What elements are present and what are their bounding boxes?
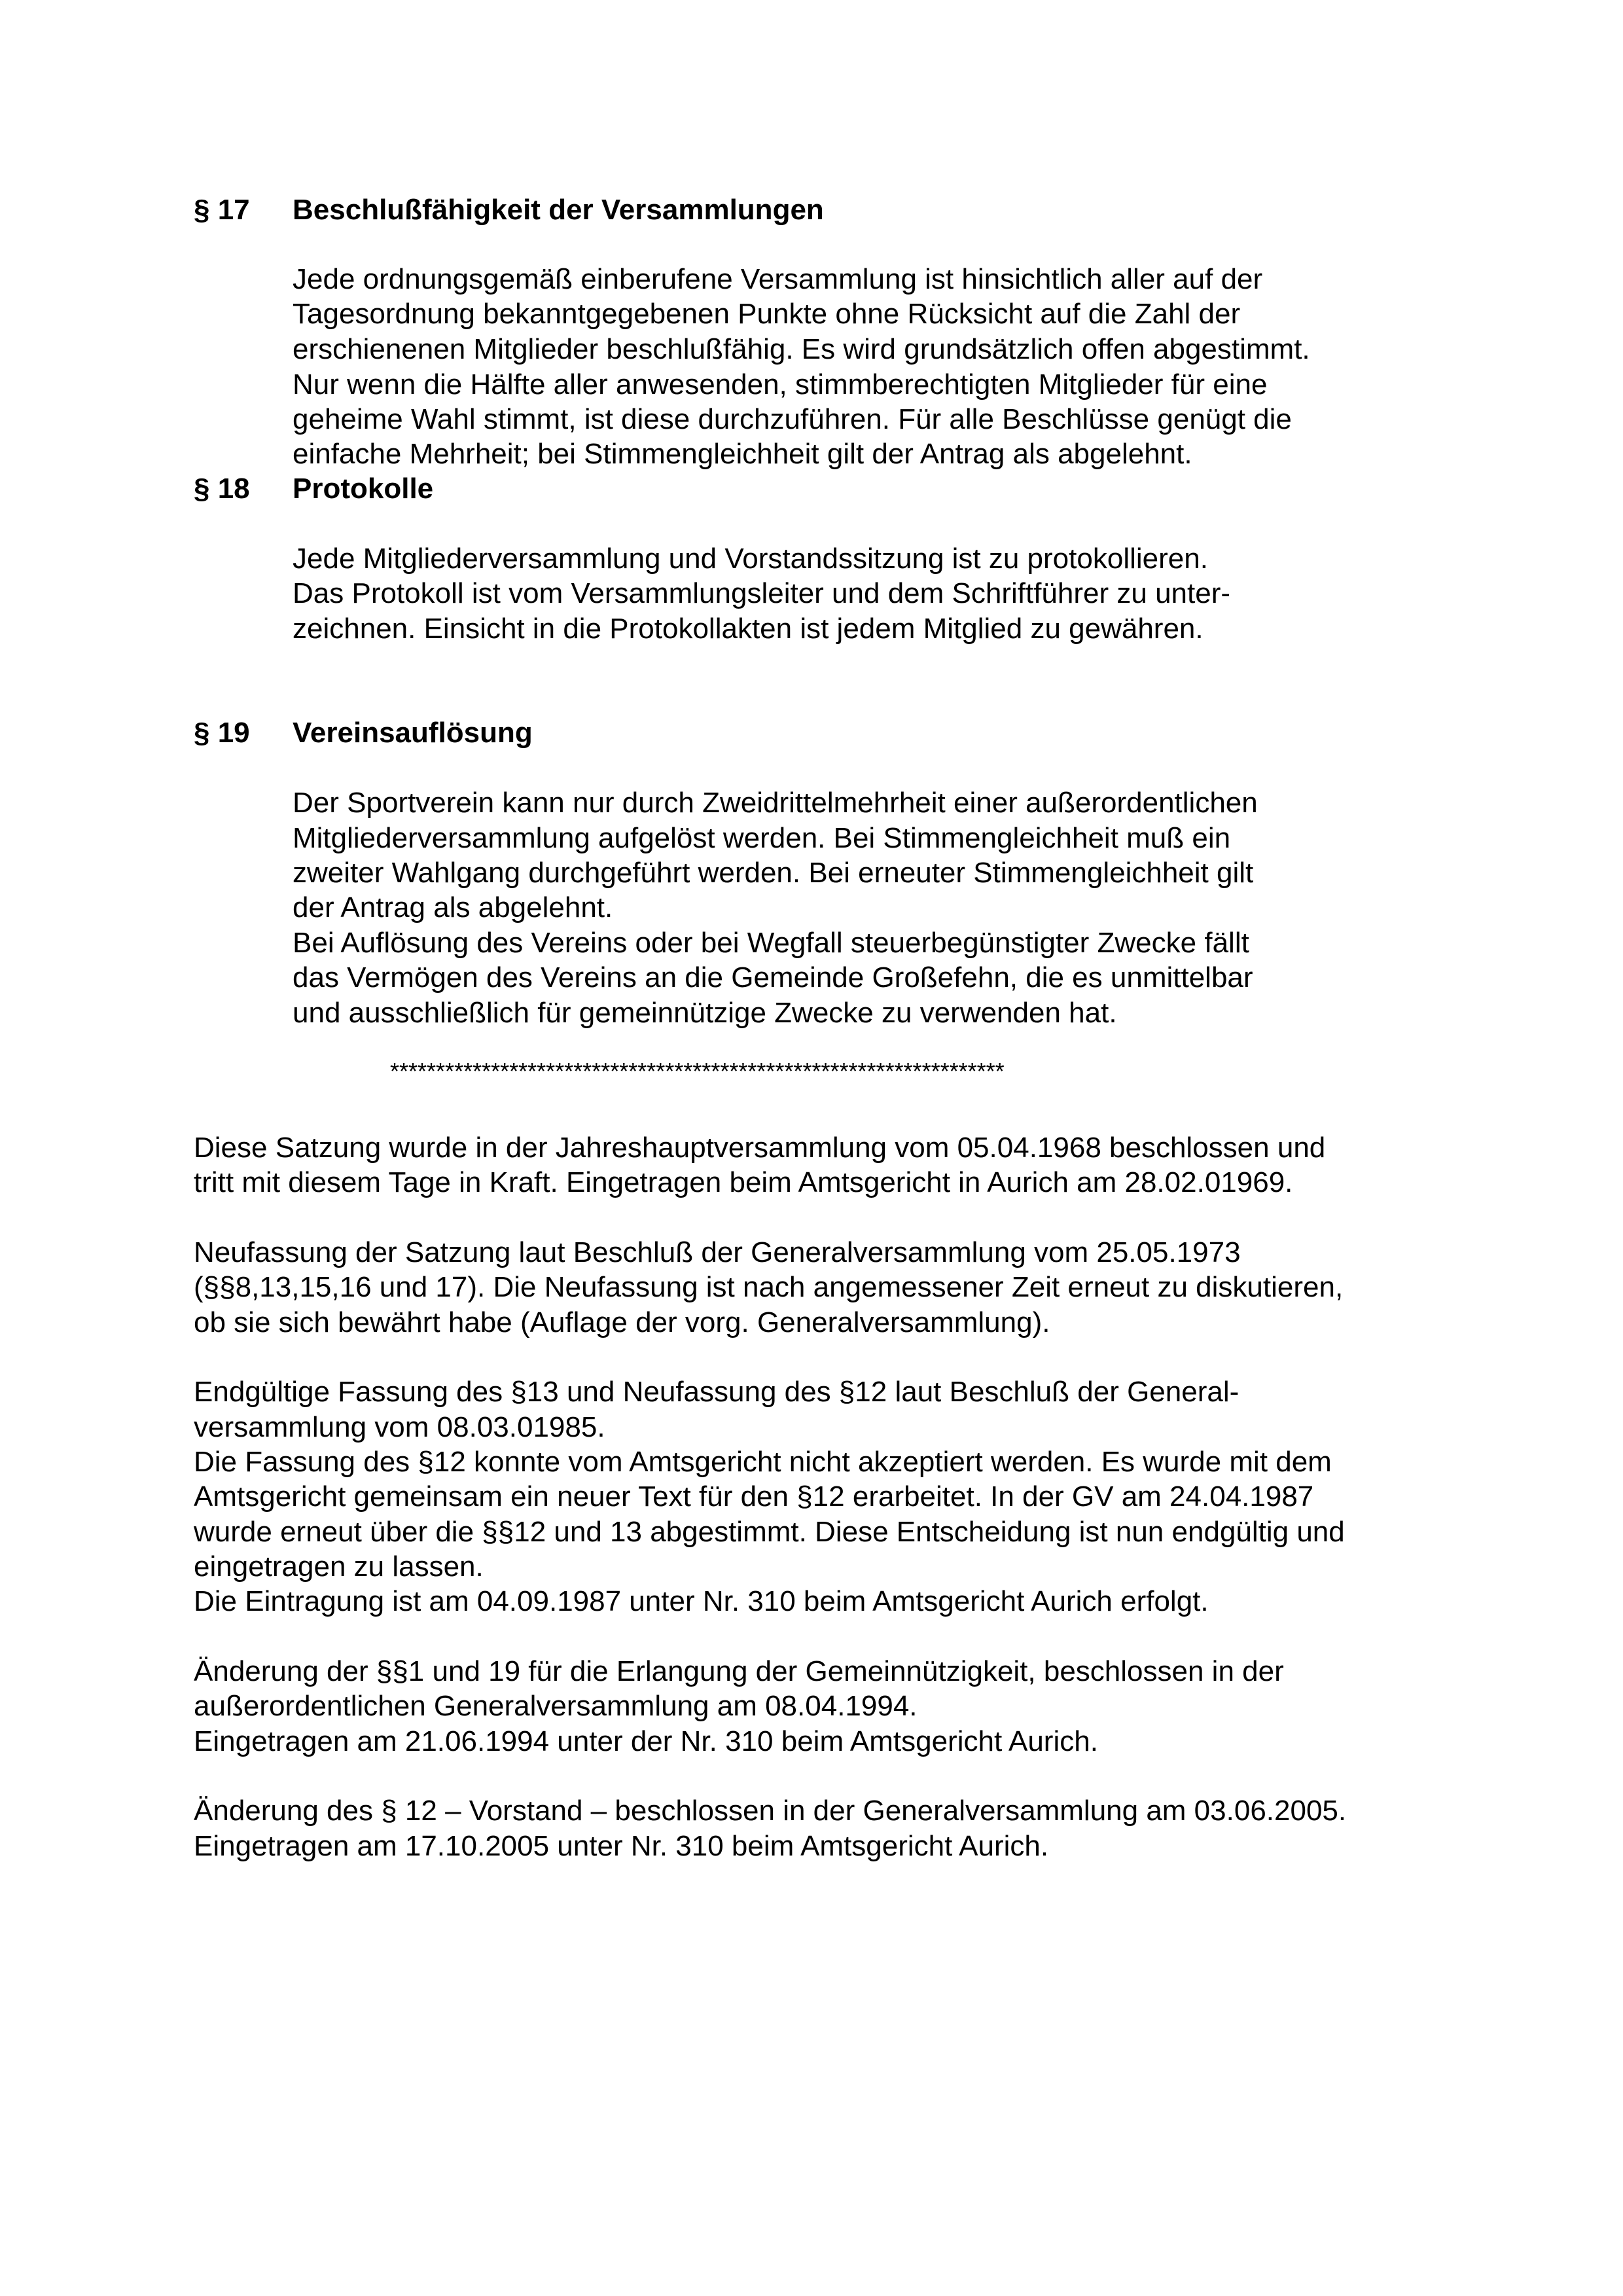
- section-text-line: Nur wenn die Hälfte aller anwesenden, stimmberechtigten Mitglieder für eine: [293, 368, 1268, 401]
- history-line: tritt mit diesem Tage in Kraft. Eingetragen beim Amtsgericht in Aurich am 28.02.01969.: [194, 1166, 1293, 1198]
- section-title: Vereinsauflösung: [293, 717, 533, 749]
- section-number: § 19: [194, 717, 250, 749]
- history-line: eingetragen zu lassen.: [194, 1551, 484, 1583]
- section-text-line: zeichnen. Einsicht in die Protokollakten ist jedem Mitglied zu gewähren.: [293, 613, 1204, 645]
- section-text-line: Mitgliederversammlung aufgelöst werden. Bei Stimmengleichheit muß ein: [293, 822, 1231, 854]
- history-line: wurde erneut über die §§12 und 13 abgestimmt. Diese Entscheidung ist nun endgültig und: [194, 1516, 1345, 1548]
- section-text-line: Jede ordnungsgemäß einberufene Versammlung ist hinsichtlich aller auf der: [293, 263, 1263, 295]
- section-text-line: zweiter Wahlgang durchgeführt werden. Bei erneuter Stimmengleichheit gilt: [293, 857, 1254, 889]
- history-line: Eingetragen am 21.06.1994 unter der Nr. 310 beim Amtsgericht Aurich.: [194, 1725, 1098, 1757]
- section-text-line: geheime Wahl stimmt, ist diese durchzuführen. Für alle Beschlüsse genügt die: [293, 403, 1292, 435]
- section-text-line: das Vermögen des Vereins an die Gemeinde Großefehn, die es unmittelbar: [293, 961, 1253, 994]
- section-text-line: erschienenen Mitglieder beschlußfähig. Es wird grundsätzlich offen abgestimmt.: [293, 333, 1310, 365]
- history-line: Die Eintragung ist am 04.09.1987 unter Nr. 310 beim Amtsgericht Aurich erfolgt.: [194, 1585, 1209, 1617]
- history-line: ob sie sich bewährt habe (Auflage der vorg. Generalversammlung).: [194, 1306, 1050, 1338]
- section-text-line: der Antrag als abgelehnt.: [293, 891, 613, 924]
- history-line: Änderung der §§1 und 19 für die Erlangung der Gemeinnützigkeit, beschlossen in der: [194, 1655, 1284, 1687]
- section-text-line: Das Protokoll ist vom Versammlungsleiter und dem Schriftführer zu unter-: [293, 577, 1231, 609]
- section-title: Beschlußfähigkeit der Versammlungen: [293, 194, 824, 226]
- section-number: § 18: [194, 473, 250, 505]
- section-text-line: Bei Auflösung des Vereins oder bei Wegfall steuerbegünstigter Zwecke fällt: [293, 927, 1249, 959]
- section-title: Protokolle: [293, 473, 434, 505]
- section-text-line: und ausschließlich für gemeinnützige Zwecke zu verwenden hat.: [293, 997, 1117, 1029]
- section-text-line: Tagesordnung bekanntgegebenen Punkte ohne Rücksicht auf die Zahl der: [293, 298, 1241, 330]
- history-line: außerordentlichen Generalversammlung am 08.04.1994.: [194, 1690, 918, 1722]
- history-line: Amtsgericht gemeinsam ein neuer Text für den §12 erarbeitet. In der GV am 24.04.1987: [194, 1480, 1314, 1513]
- history-line: Neufassung der Satzung laut Beschluß der Generalversammlung vom 25.05.1973: [194, 1236, 1241, 1268]
- section-text-line: Jede Mitgliederversammlung und Vorstandssitzung ist zu protokollieren.: [293, 543, 1208, 575]
- history-line: Endgültige Fassung des §13 und Neufassung des §12 laut Beschluß der General-: [194, 1376, 1240, 1408]
- section-text-line: einfache Mehrheit; bei Stimmengleichheit gilt der Antrag als abgelehnt.: [293, 438, 1192, 470]
- history-line: versammlung vom 08.03.01985.: [194, 1411, 605, 1443]
- history-line: Änderung des § 12 – Vorstand – beschlossen in der Generalversammlung am 03.06.2005.: [194, 1795, 1347, 1827]
- history-line: (§§8,13,15,16 und 17). Die Neufassung ist nach angemessener Zeit erneut zu diskutieren,: [194, 1271, 1344, 1303]
- history-line: Diese Satzung wurde in der Jahreshauptversammlung vom 05.04.1968 beschlossen und: [194, 1132, 1326, 1164]
- history-line: Eingetragen am 17.10.2005 unter Nr. 310 beim Amtsgericht Aurich.: [194, 1830, 1049, 1862]
- history-line: Die Fassung des §12 konnte vom Amtsgericht nicht akzeptiert werden. Es wurde mit dem: [194, 1446, 1332, 1478]
- separator-stars: *******************************************************************: [390, 1058, 1005, 1085]
- section-text-line: Der Sportverein kann nur durch Zweidrittelmehrheit einer außerordentlichen: [293, 787, 1258, 819]
- section-number: § 17: [194, 194, 250, 226]
